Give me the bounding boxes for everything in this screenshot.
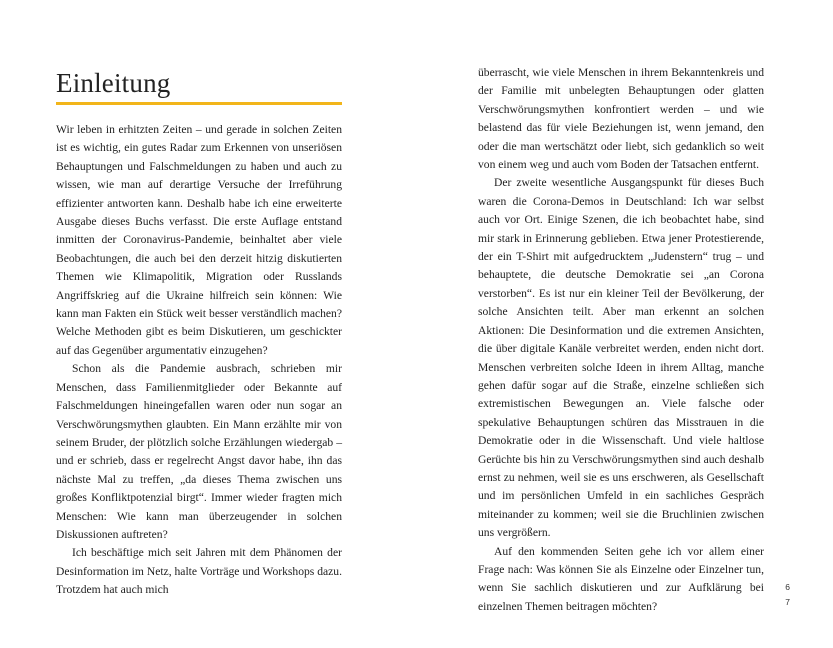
paragraph: Der zweite wesentliche Ausgangspunkt für dieses Buch waren die Corona-Demos in Deutschland: Ich war selbst auch vor Ort. Einige Szenen, die ich beobachtet habe, sind mir stark in Erinnerung geblieben. Etwa jener Protestierende, der ein T-Shirt mit aufgedrucktem „Judenstern“ trug – und behauptete, die deutsche Demokratie sei „an Corona verstorben“. Es ist nur ein kleiner Teil der Bevölkerung, der solche Ansichten teilt. Aber man erkennt an solchen Aktionen: Die Desinformation und die extremen Ansichten, die über digitale Kanäle verbreitet werden, enden nicht dort. Menschen verbreiten solche Ideen in ihrem Alltag, manche gehen dafür sogar auf die Straße, einzelne schließen sich extremistischen Bewegungen an. Viele falsche oder spekulative Behauptungen schüren das Misstrauen in die Demokratie oder in die Wissenschaft. Und viele haltlose Gerüchte bis hin zu Verschwörungsmythen sind auch deshalb ernst zu nehmen, weil sie es uns erschweren, als Gesellschaft und im persönlichen Umfeld in ein sachliches Gespräch miteinander zu kommen; weil sie die Bruchlinien zwischen uns vergrößern.	[478, 176, 764, 540]
paragraph: Wir leben in erhitzten Zeiten – und gerade in solchen Zeiten ist es wichtig, ein gutes Radar zum Erkennen von unseriösen Behauptungen und Falschmeldungen zu haben und auch zu wissen, wie man auf derartige Versuche der Irreführung effizienter antworten kann. Deshalb habe ich eine erweiterte Ausgabe dieses Buchs verfasst. Die erste Auflage entstand inmitten der Coronavirus-Pandemie, beinhaltet aber viele Beobachtungen, die auch bei den derzeit hitzig diskutierten Themen wie Klimapolitik, Migration oder Russlands Angriffskrieg auf die Ukraine hilfreich sein können: Wie kann man Fakten ein Stück weit besser verständlich machen? Welche Methoden gibt es beim Diskutieren, um geschickter auf das Gegenüber argumentativ einzugehen?	[56, 123, 342, 357]
chapter-heading: Einleitung	[56, 68, 171, 98]
paragraph: Auf den kommenden Seiten gehe ich vor allem einer Frage nach: Was können Sie als Einzelne oder Einzelner tun, wenn Sie sachlich diskutieren und zur Aufklärung bei einzelnen Themen beitragen möchten?	[478, 544, 764, 613]
paragraph: Schon als die Pandemie ausbrach, schrieben mir Menschen, dass Familienmitglieder oder Bekannte auf Falschmeldungen hineingefallen waren oder nun sogar an Verschwörungsmythen glaubten. Ein Mann erzählte mir von seinem Bruder, der plötzlich solche Erzählungen wiedergab – und er schrieb, dass er regelrecht Angst davor habe, ihn das nächste Mal zu treffen, „da dieses Thema zwischen uns großes Konfliktpotenzial birgt“. Immer wieder fragten mich Menschen: Wie kann man überzeugender in solchen Diskussionen auftreten?	[56, 362, 342, 541]
paragraph: Ich beschäftige mich seit Jahren mit dem Phänomen der Desinformation im Netz, halte Vorträge und Workshops dazu. Trotzdem hat auch mich	[56, 546, 342, 597]
page-number: 6	[785, 582, 790, 592]
right-body-text	[478, 64, 764, 616]
heading-underline	[56, 102, 342, 105]
paragraph: überrascht, wie viele Menschen in ihrem Bekanntenkreis und der Familie mit unbelegten Behauptungen oder glatten Verschwörungsmythen konfrontiert werden – und wie belastend das für viele Beziehungen ist, wenn jemand, den oder die man wertschätzt oder liebt, sich gedanklich so weit von einem weg und auch vom Boden der Tatsachen entfernt.	[478, 66, 764, 172]
left-body-text	[56, 121, 342, 600]
page-number: 7	[785, 597, 790, 607]
right-page	[416, 0, 833, 648]
left-page	[0, 0, 416, 648]
